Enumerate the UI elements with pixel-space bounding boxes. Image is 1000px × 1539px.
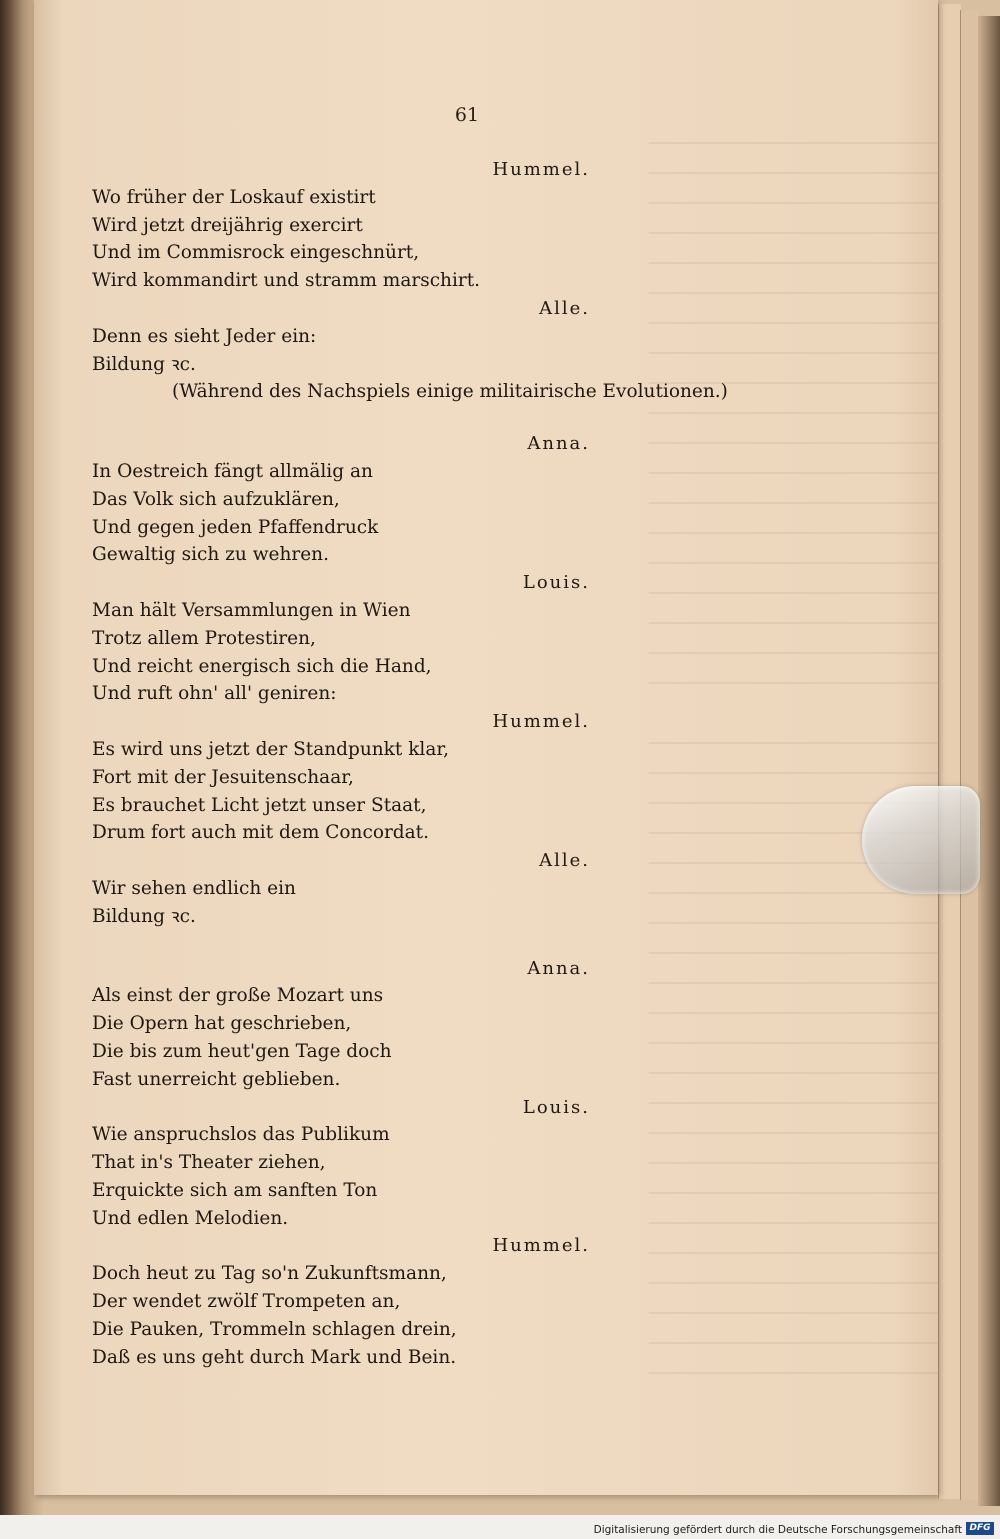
speaker-name: Louis. bbox=[522, 1096, 590, 1118]
verse-line: Daß es uns geht durch Mark und Bein. bbox=[92, 1346, 457, 1368]
verse-line: Die Opern hat geschrieben, bbox=[92, 1013, 352, 1035]
page-text bbox=[92, 156, 782, 1371]
verse-line: Wo früher der Loskauf existirt bbox=[92, 186, 376, 208]
verse-line: Gewaltig sich zu wehren. bbox=[92, 544, 329, 566]
dfg-logo: DFG bbox=[966, 1522, 994, 1535]
verse-line: Wir sehen endlich ein bbox=[92, 877, 296, 899]
verse-line: Es brauchet Licht jetzt unser Staat, bbox=[92, 794, 427, 816]
verse-line: Und reicht energisch sich die Hand, bbox=[92, 655, 432, 677]
verse-line: That in's Theater ziehen, bbox=[92, 1152, 326, 1174]
verse-line: Erquickte sich am sanften Ton bbox=[92, 1179, 378, 1201]
speaker-name: Hummel. bbox=[492, 711, 590, 733]
verse-line: Drum fort auch mit dem Concordat. bbox=[92, 822, 429, 844]
verse-line: Bildung ꝛc. bbox=[92, 905, 196, 927]
verse-line: Der wendet zwölf Trompeten an, bbox=[92, 1291, 401, 1313]
verse-line: Wird jetzt dreijährig exercirt bbox=[92, 214, 363, 236]
page-clip bbox=[862, 786, 980, 894]
stage-direction: (Während des Nachspiels einige militairische Evolutionen.) bbox=[172, 381, 728, 403]
spacer bbox=[92, 931, 782, 955]
page-number: 61 bbox=[454, 104, 480, 126]
verse-line: Wird kommandirt und stramm marschirt. bbox=[92, 270, 481, 292]
speaker-name: Hummel. bbox=[492, 1235, 590, 1257]
verse-line: Und gegen jeden Pfaffendruck bbox=[92, 516, 379, 538]
verse-line: Die Pauken, Trommeln schlagen drein, bbox=[92, 1318, 457, 1340]
verse-line: Das Volk sich aufzuklären, bbox=[92, 488, 340, 510]
verse-line: Wie anspruchslos das Publikum bbox=[92, 1124, 390, 1146]
verse-line: Denn es sieht Jeder ein: bbox=[92, 325, 317, 347]
verse-line: Und im Commisrock eingeschnürt, bbox=[92, 242, 420, 264]
page-edge bbox=[938, 4, 961, 1499]
verse-line: Die bis zum heut'gen Tage doch bbox=[92, 1040, 392, 1062]
verse-line: Fort mit der Jesuitenschaar, bbox=[92, 766, 354, 788]
verse-line: Man hält Versammlungen in Wien bbox=[92, 599, 411, 621]
dfg-credit-text: Digitalisierung gefördert durch die Deutsche Forschungsgemeinschaft bbox=[593, 1524, 962, 1536]
verse-line: Es wird uns jetzt der Standpunkt klar, bbox=[92, 738, 450, 760]
verse-line: Und ruft ohn' all' geniren: bbox=[92, 683, 337, 705]
speaker-name: Anna. bbox=[527, 433, 590, 455]
page-edge bbox=[960, 10, 979, 1500]
speaker-name: Louis. bbox=[522, 572, 590, 594]
spacer bbox=[92, 406, 782, 430]
verse-line: Trotz allem Protestiren, bbox=[92, 627, 316, 649]
verse-line: Und edlen Melodien. bbox=[92, 1207, 289, 1229]
verse-line: In Oestreich fängt allmälig an bbox=[92, 460, 373, 482]
page-edge bbox=[978, 16, 1000, 1506]
verse-line: Doch heut zu Tag so'n Zukunftsmann, bbox=[92, 1263, 447, 1285]
speaker-name: Hummel. bbox=[492, 159, 590, 180]
verse-line: Fast unerreicht geblieben. bbox=[92, 1068, 341, 1090]
speaker-name: Alle. bbox=[539, 850, 590, 872]
speaker-name: Anna. bbox=[527, 957, 590, 979]
verse-line: Als einst der große Mozart uns bbox=[92, 985, 384, 1007]
verse-line: Bildung ꝛc. bbox=[92, 353, 196, 375]
speaker-name: Alle. bbox=[539, 297, 590, 319]
